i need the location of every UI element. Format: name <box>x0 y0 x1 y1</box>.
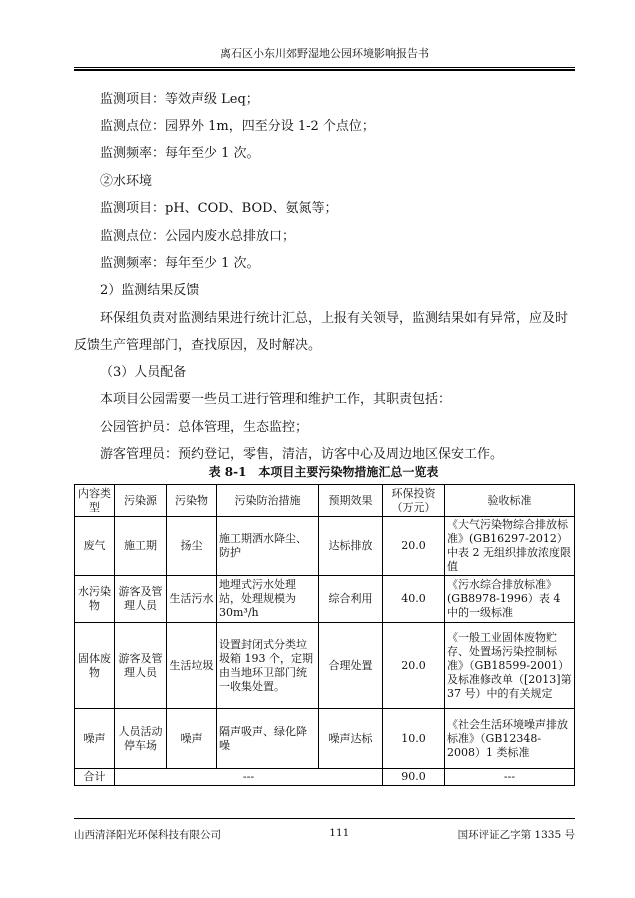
pollution-measures-table <box>74 484 575 786</box>
table-cell: 生活污水 <box>167 576 217 623</box>
paragraph: 公园管护员：总体管理，生态监控； <box>100 420 309 435</box>
table-cell: --- <box>445 769 575 786</box>
table-cell: 《社会生活环境噪声排放标准》（GB12348-2008）1 类标准 <box>445 709 575 769</box>
column-header: 内容类型 <box>75 485 115 517</box>
table-cell: 游客及管理人员 <box>115 623 167 709</box>
column-header: 环保投资（万元） <box>383 485 445 517</box>
table-cell: 人员活动停车场 <box>115 709 167 769</box>
column-header: 污染防治措施 <box>217 485 319 517</box>
paragraph: 监测频率：每年至少 1 次。 <box>100 256 260 271</box>
table-cell: 设置封闭式分类垃圾箱 193 个，定期由当地环卫部门统一收集处置。 <box>217 623 319 709</box>
footer-certificate: 国环评证乙字第 1335 号 <box>457 829 575 841</box>
table-row <box>75 517 575 576</box>
page-footer <box>74 818 575 842</box>
column-header: 验收标准 <box>445 485 575 517</box>
table-cell: 施工期洒水降尘、防护 <box>217 517 319 576</box>
paragraph: 本项目公园需要一些员工进行管理和维护工作，其职责包括： <box>100 392 452 407</box>
table-cell: 综合利用 <box>319 576 383 623</box>
table-cell: 《大气污染物综合排放标准》(GB16297-2012）中表 2 无组织排放浓度限值 <box>445 517 575 576</box>
table-cell: 噪声 <box>75 709 115 769</box>
table-cell: 废气 <box>75 517 115 576</box>
table-header-row <box>75 485 575 517</box>
table-cell: 噪声达标 <box>319 709 383 769</box>
table-caption: 表 8-1 本项目主要污染物措施汇总一览表 <box>208 465 439 479</box>
paragraph: 监测点位：园界外 1m，四至分设 1-2 个点位； <box>100 119 375 134</box>
table-cell: 合计 <box>75 769 115 786</box>
table-row <box>75 623 575 709</box>
page-header: 离石区小东川郊野湿地公园环境影响报告书 <box>74 45 575 68</box>
table-cell: 《一般工业固体废物贮存、处置场污染控制标准》（GB18599-2001）及标准修改单（[2013]第 37 号）中的有关规定 <box>445 623 575 709</box>
table-cell: 生活垃圾 <box>167 623 217 709</box>
column-header: 污染源 <box>115 485 167 517</box>
table-row <box>75 709 575 769</box>
table-cell: 固体废物 <box>75 623 115 709</box>
paragraph: 环保组负责对监测结果进行统计汇总，上报有关领导，监测结果如有异常，应及时反馈生产管理部门，查找原因，及时解决。 <box>74 311 569 353</box>
table-cell: 水污染物 <box>75 576 115 623</box>
paragraph: 监测项目：pH、COD、BOD、氨氮等； <box>100 201 338 216</box>
table-cell: --- <box>115 769 383 786</box>
table-cell: 20.0 <box>383 623 445 709</box>
section-heading: ②水环境 <box>100 174 153 189</box>
table-total-row <box>75 769 575 786</box>
table-cell: 地埋式污水处理站，处理规模为 30m³/h <box>217 576 319 623</box>
paragraph: 监测项目：等效声级 Leq； <box>100 92 259 107</box>
column-header: 预期效果 <box>319 485 383 517</box>
table-cell: 施工期 <box>115 517 167 576</box>
section-heading: （3）人员配备 <box>100 365 187 380</box>
paragraph: 游客管理员：预约登记，零售，清洁，访客中心及周边地区保安工作。 <box>100 447 504 462</box>
section-heading: 2）监测结果反馈 <box>100 283 200 298</box>
page-number: 111 <box>329 827 350 839</box>
table-cell: 达标排放 <box>319 517 383 576</box>
table-cell: 10.0 <box>383 709 445 769</box>
column-header: 污染物 <box>167 485 217 517</box>
table-cell: 20.0 <box>383 517 445 576</box>
table-row <box>75 576 575 623</box>
table-cell: 隔声吸声、绿化降噪 <box>217 709 319 769</box>
table-cell: 合理处置 <box>319 623 383 709</box>
table-cell: 《污水综合排放标准》(GB8978-1996）表 4 中的一级标准 <box>445 576 575 623</box>
footer-company: 山西清泽阳光环保科技有限公司 <box>74 829 221 841</box>
table-cell: 40.0 <box>383 576 445 623</box>
table-cell: 游客及管理人员 <box>115 576 167 623</box>
paragraph: 监测点位：公园内废水总排放口； <box>100 229 296 244</box>
table-cell: 扬尘 <box>167 517 217 576</box>
table-cell: 噪声 <box>167 709 217 769</box>
paragraph: 监测频率：每年至少 1 次。 <box>100 146 260 161</box>
table-cell: 90.0 <box>383 769 445 786</box>
